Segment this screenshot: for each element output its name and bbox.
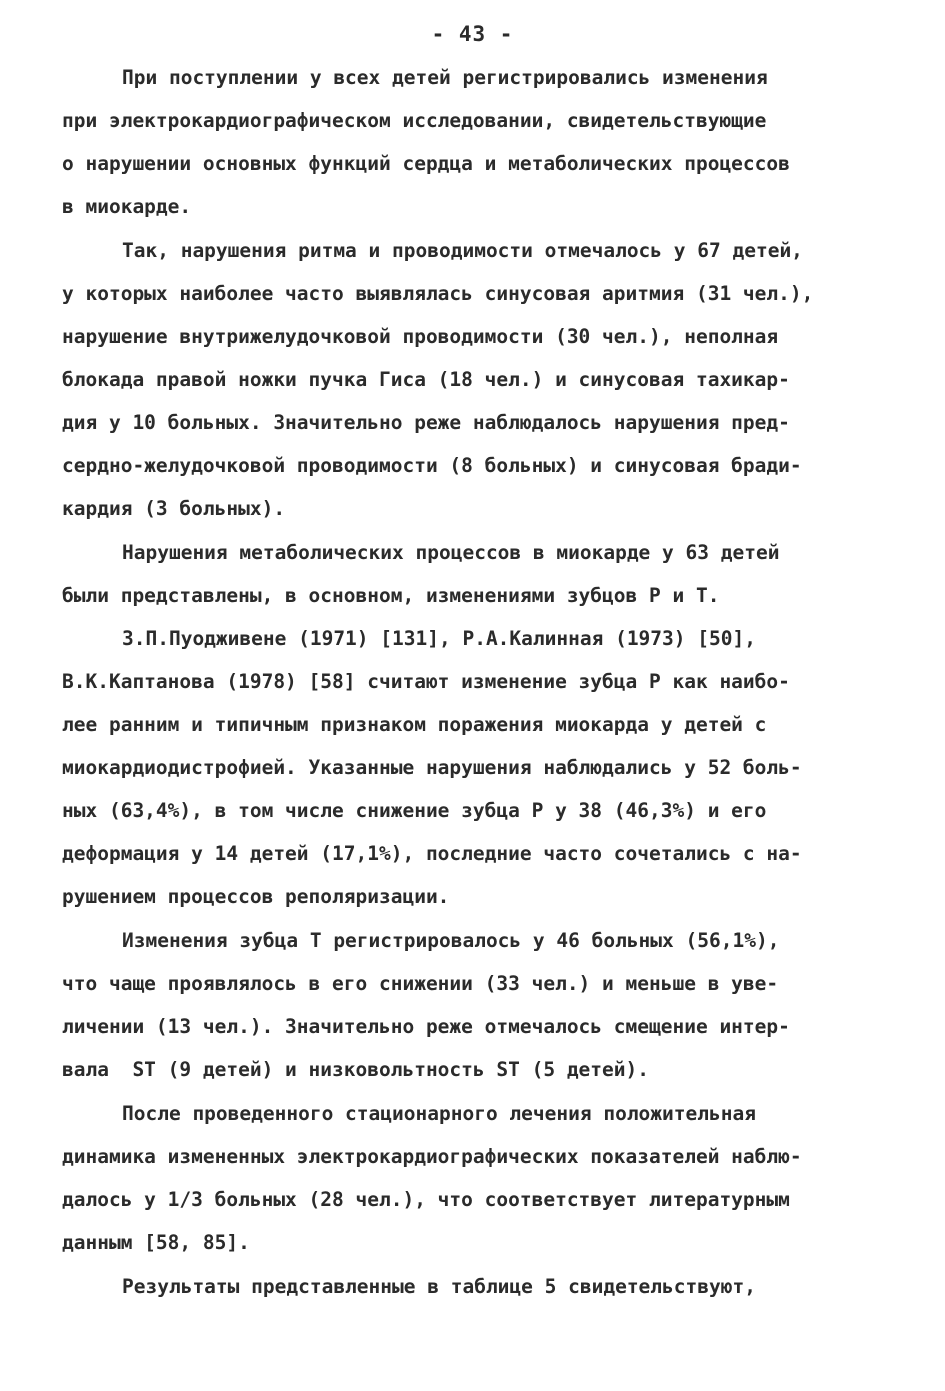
text-line: ных (63,4%), в том числе снижение зубца Р у 38 (46,3%) и его <box>62 799 767 822</box>
text-line: лее ранним и типичным признаком поражения миокарда у детей с <box>62 713 767 736</box>
text-line: В.К.Каптанова (1978) [58] считают изменение зубца Р как наибо- <box>62 670 790 693</box>
page-number: - 43 - <box>431 22 514 46</box>
text-line: личении (13 чел.). Значительно реже отмечалось смещение интер- <box>62 1015 790 1038</box>
text-line: далось у 1/3 больных (28 чел.), что соответствует литературным <box>62 1188 790 1211</box>
text-line: нарушение внутрижелудочковой проводимости (30 чел.), неполная <box>62 325 779 348</box>
text-line: блокада правой ножки пучка Гиса (18 чел.) и синусовая тахикар- <box>62 368 790 391</box>
text-line: Нарушения метаболических процессов в миокарде у 63 детей <box>122 541 780 564</box>
text-line: данным [58, 85]. <box>62 1231 250 1254</box>
text-line: в миокарде. <box>62 195 192 218</box>
text-line: о нарушении основных функций сердца и метаболических процессов <box>62 152 790 175</box>
text-line: Так, нарушения ритма и проводимости отмечалось у 67 детей, <box>122 239 803 262</box>
text-line: После проведенного стационарного лечения положительная <box>122 1102 756 1125</box>
text-line: были представлены, в основном, изменениями зубцов Р и Т. <box>62 584 720 607</box>
text-line: кардия (3 больных). <box>62 497 286 520</box>
text-line: динамика измененных электрокардиографических показателей наблю- <box>62 1145 802 1168</box>
text-line: З.П.Пуодживене (1971) [131], Р.А.Калинная (1973) [50], <box>122 627 756 650</box>
text-line: При поступлении у всех детей регистрировались изменения <box>122 66 768 89</box>
text-line: деформация у 14 детей (17,1%), последние часто сочетались с на- <box>62 842 802 865</box>
text-line: вала ST (9 детей) и низковольтность ST (5 детей). <box>62 1058 649 1081</box>
text-line: рушением процессов реполяризации. <box>62 885 450 908</box>
text-line: Результаты представленные в таблице 5 свидетельствуют, <box>122 1275 756 1298</box>
text-line: что чаще проявлялось в его снижении (33 чел.) и меньше в уве- <box>62 972 779 995</box>
text-line: дия у 10 больных. Значительно реже наблюдалось нарушения пред- <box>62 411 790 434</box>
text-line: сердно-желудочковой проводимости (8 больных) и синусовая бради- <box>62 454 802 477</box>
text-line: при электрокардиографическом исследовании, свидетельствующие <box>62 109 767 132</box>
text-line: Изменения зубца Т регистрировалось у 46 больных (56,1%), <box>122 929 780 952</box>
text-line: миокардиодистрофией. Указанные нарушения наблюдались у 52 боль- <box>62 756 802 779</box>
text-line: у которых наиболее часто выявлялась синусовая аритмия (31 чел.), <box>62 282 814 305</box>
